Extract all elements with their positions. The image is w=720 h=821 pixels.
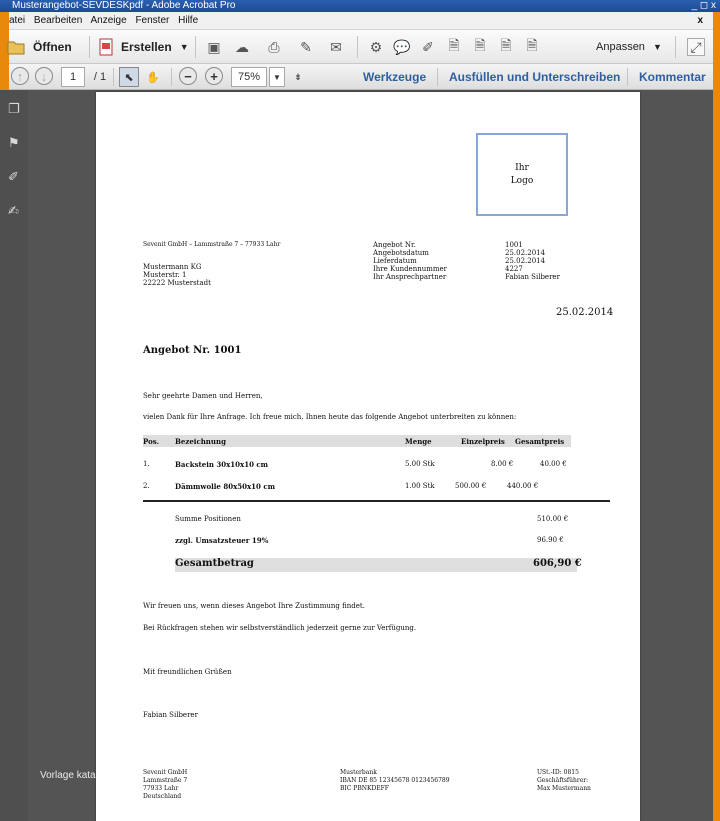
document-sign-icon[interactable]: 🗎 (526, 37, 538, 53)
cloud-upload-icon[interactable]: ☁ (235, 38, 249, 55)
cell-description: Dämmwolle 80x50x10 cm (175, 482, 275, 491)
document-tool-icon[interactable]: 🗎 (448, 37, 460, 53)
meta-label: Ihr Ansprechpartner (373, 273, 447, 281)
fill-sign-pane-button[interactable]: Ausfüllen und Unterschreiben (449, 70, 621, 84)
edit-icon[interactable]: ✎ (300, 38, 312, 55)
settings-icon[interactable]: ⚙ (369, 38, 383, 55)
cell-description: Backstein 30x10x10 cm (175, 460, 269, 469)
footer-line: USt.-ID: 0815 (537, 769, 579, 776)
create-button[interactable] (121, 30, 189, 64)
document-export-icon[interactable]: 🗎 (500, 37, 512, 53)
menu-view[interactable]: Anzeige (90, 15, 127, 26)
email-icon[interactable]: ✉ (330, 38, 342, 55)
toolbar-divider (195, 36, 196, 58)
customize-button[interactable] (596, 30, 662, 64)
sender-line: Sevenit GmbH – Lammstraße 7 – 77933 Lahr (143, 241, 281, 248)
cell-total: 40.00 € (540, 460, 567, 468)
toolbar-divider (437, 68, 438, 86)
navigation-toolbar (9, 64, 713, 90)
offer-heading: Angebot Nr. 1001 (143, 345, 242, 356)
meta-value: 25.02.2014 (505, 257, 546, 265)
cell-quantity: 1.00 Stk (405, 482, 435, 490)
recipient-address (143, 263, 211, 287)
menu-file[interactable]: atei (9, 15, 26, 26)
footer-company (143, 769, 187, 801)
logo-line: Ihr (515, 162, 529, 173)
select-cursor-icon[interactable]: ⬉ (119, 67, 139, 87)
comment-pane-button[interactable]: Kommentar (639, 70, 706, 84)
table-divider (143, 500, 610, 502)
meta-label: Lieferdatum (373, 257, 417, 265)
more-tools-icon[interactable]: ⇟ (294, 71, 302, 82)
items-table-header (143, 435, 571, 447)
page-thumbnails-icon[interactable]: ❐ (8, 102, 20, 117)
closing-text: Bei Rückfragen stehen wir selbstverständlich jederzeit gerne zur Verfügung. (143, 624, 417, 632)
previous-page-icon[interactable]: ↑ (11, 67, 29, 85)
save-icon[interactable]: ▣ (207, 38, 221, 55)
toolbar-divider (89, 36, 90, 58)
offer-meta-labels (373, 241, 447, 281)
logo-line: Logo (510, 175, 534, 186)
cell-pos: 1. (143, 460, 150, 468)
footer-bank (340, 769, 450, 793)
tools-pane-button[interactable]: Werkzeuge (363, 70, 427, 84)
watermark-overlay-text: Vorlage kata (40, 770, 96, 781)
zoom-input[interactable]: 75% (231, 67, 267, 87)
page-total: / 1 (93, 71, 107, 83)
open-button-label: Öffnen (33, 40, 72, 54)
tax-label: zzgl. Umsatzsteuer 19% (175, 536, 269, 545)
total-value: 606,90 € (533, 558, 582, 569)
pdf-page (96, 92, 640, 821)
cell-quantity: 5.00 Stk (405, 460, 435, 468)
folder-icon[interactable] (7, 38, 25, 56)
recipient-line: 22222 Musterstadt (143, 279, 211, 287)
signer-name: Fabian Silberer (143, 711, 198, 719)
table-row (143, 458, 571, 470)
sum-value: 510.00 € (537, 515, 569, 523)
recipient-line: Mustermann KG (143, 263, 202, 271)
footer-line: Deutschland (143, 793, 182, 800)
cell-unit-price: 8.00 € (491, 460, 514, 468)
footer-line: 77933 Lahr (143, 785, 179, 792)
toolbar-divider (113, 68, 114, 86)
total-label: Gesamtbetrag (175, 558, 254, 569)
hand-tool-icon[interactable]: ✋ (146, 71, 160, 84)
closing-text: Wir freuen uns, wenn dieses Angebot Ihre Zustimmung findet. (143, 602, 365, 610)
footer-line: BIC PBNKDEFF (340, 785, 389, 792)
footer-line: Max Mustermann (537, 785, 591, 792)
meta-label: Ihre Kundennummer (373, 265, 447, 273)
menu-window[interactable]: Fenster (135, 15, 170, 26)
menu-bar (9, 12, 713, 30)
toolbar-divider (675, 36, 676, 58)
sum-label: Summe Positionen (175, 515, 241, 523)
meta-value: 25.02.2014 (505, 249, 546, 257)
meta-value: 1001 (505, 241, 523, 249)
zoom-out-icon[interactable]: − (179, 67, 197, 85)
offer-meta-values (505, 241, 560, 281)
print-icon[interactable]: ⎙ (268, 38, 280, 55)
window-controls[interactable]: _ ◻ x (691, 0, 716, 11)
meta-label: Angebotsdatum (373, 249, 429, 257)
footer-line: Sevenit GmbH (143, 769, 188, 776)
cell-pos: 2. (143, 482, 150, 490)
column-header: Gesamtpreis (515, 437, 565, 446)
column-header: Pos. (143, 437, 160, 446)
column-header: Einzelpreis (461, 437, 505, 446)
toolbar-divider (627, 68, 628, 86)
document-date: 25.02.2014 (556, 307, 614, 318)
toolbar-divider (357, 36, 358, 58)
cell-unit-price: 500.00 € (455, 482, 487, 490)
comment-icon[interactable]: 💬 (393, 38, 411, 55)
column-header: Menge (405, 437, 432, 446)
footer-line: IBAN DE 85 12345678 0123456789 (340, 777, 450, 784)
create-pdf-icon[interactable] (97, 38, 115, 56)
highlight-icon[interactable]: ✐ (422, 38, 434, 55)
footer-legal (537, 769, 591, 793)
open-button[interactable] (33, 30, 72, 64)
window-titlebar (0, 0, 720, 12)
page-number-input[interactable]: 1 (61, 67, 85, 87)
document-search-icon[interactable]: 🗎 (474, 37, 486, 53)
footer-line: Lammstraße 7 (143, 777, 188, 784)
window-title: Musterangebot-SEVDESKpdf - Adobe Acrobat Pro (12, 0, 236, 11)
menu-edit[interactable]: Bearbeiten (33, 15, 83, 26)
chevron-down-icon: ▼ (652, 42, 662, 52)
footer-line: Geschäftsführer: (537, 777, 589, 784)
toolbar-divider (171, 68, 172, 86)
tax-value: 96.90 € (537, 536, 564, 544)
signature-icon[interactable]: ✍ (8, 204, 19, 219)
expand-icon[interactable]: ⤢ (687, 38, 705, 56)
column-header: Bezeichnung (175, 437, 226, 446)
customize-label: Anpassen (596, 41, 645, 53)
menu-help[interactable]: Hilfe (178, 15, 199, 26)
attachment-icon[interactable]: ✐ (8, 170, 19, 185)
salutation: Sehr geehrte Damen und Herren, (143, 392, 263, 400)
zoom-dropdown-chevron-icon[interactable]: ▼ (269, 67, 285, 87)
zoom-in-icon[interactable]: + (205, 67, 223, 85)
table-row (143, 480, 571, 492)
create-button-label: Erstellen (121, 40, 172, 54)
next-page-icon[interactable]: ↓ (35, 67, 53, 85)
cell-total: 440.00 € (507, 482, 539, 490)
meta-value: 4227 (505, 265, 523, 273)
intro-text: vielen Dank für Ihre Anfrage. Ich freue mich, Ihnen heute das folgende Angebot unterbreiten zu können: (143, 413, 517, 421)
recipient-line: Musterstr. 1 (143, 271, 187, 279)
chevron-down-icon: ▼ (179, 42, 189, 52)
meta-value: Fabian Silberer (505, 273, 560, 281)
main-toolbar (9, 30, 713, 64)
meta-label: Angebot Nr. (373, 241, 416, 249)
bookmark-icon[interactable]: ⚑ (8, 136, 20, 151)
footer-line: Musterbank (340, 769, 377, 776)
greeting: Mit freundlichen Grüßen (143, 668, 232, 676)
logo-placeholder (476, 133, 568, 216)
navigation-pane (0, 90, 28, 821)
menu-close-button[interactable]: x (697, 15, 703, 26)
